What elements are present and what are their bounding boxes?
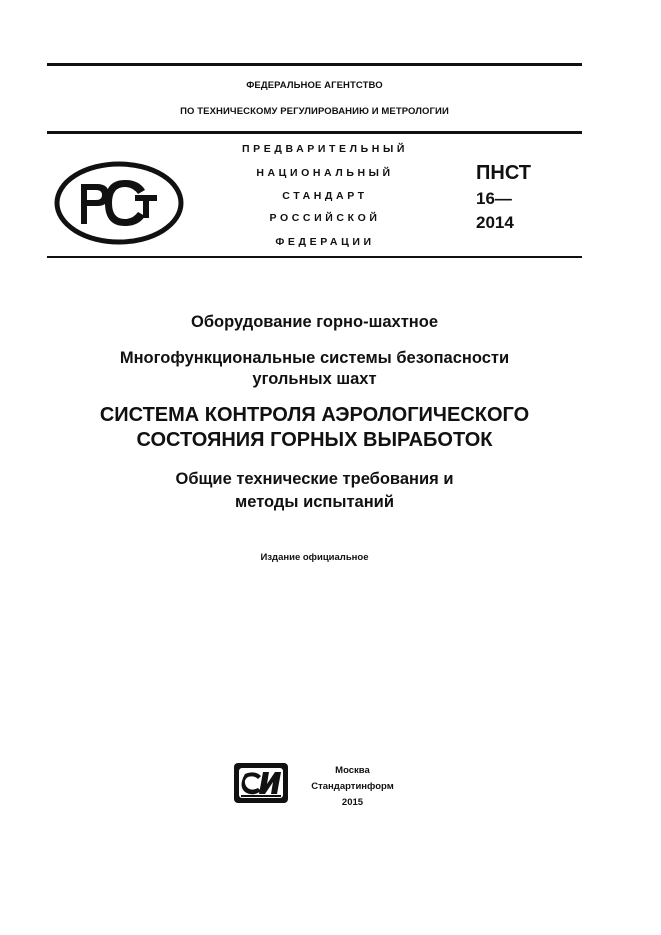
designation-year: 2014 (476, 213, 514, 232)
title-line-2a: Многофункциональные системы безопасности (119, 349, 510, 367)
publisher-name: Стандартинформ (311, 781, 394, 792)
rst-certification-logo-icon (53, 160, 185, 246)
standard-type-line-5: ФЕДЕРАЦИИ (275, 236, 375, 248)
designation-prefix: ПНСТ (476, 162, 531, 184)
main-title-line-b: СОСТОЯНИЯ ГОРНЫХ ВЫРАБОТОК (136, 429, 493, 451)
agency-line-1: ФЕДЕРАЛЬНОЕ АГЕНТСТВО (246, 80, 383, 91)
standard-type-line-1: ПРЕДВАРИТЕЛЬНЫЙ (242, 143, 408, 155)
standard-type-line-3: СТАНДАРТ (282, 190, 368, 202)
header-bottom-rule (47, 256, 582, 258)
agency-line-2: ПО ТЕХНИЧЕСКОМУ РЕГУЛИРОВАНИЮ И МЕТРОЛОГИИ (180, 106, 449, 117)
standard-type-line-2: НАЦИОНАЛЬНЫЙ (256, 167, 394, 179)
title-line-1: Оборудование горно-шахтное (190, 313, 439, 331)
title-line-2b: угольных шахт (252, 370, 377, 388)
top-rule (47, 63, 582, 66)
standard-type-line-4: РОССИЙСКОЙ (269, 212, 381, 224)
edition-label: Издание официальное (260, 552, 369, 563)
subtitle-line-b: методы испытаний (235, 493, 394, 511)
header-rule (47, 131, 582, 134)
main-title-line-a: СИСТЕМА КОНТРОЛЯ АЭРОЛОГИЧЕСКОГО (99, 404, 530, 426)
subtitle-line-a: Общие технические требования и (175, 470, 454, 488)
standartinform-logo-icon (233, 762, 289, 804)
designation-number: 16— (476, 189, 512, 208)
publisher-year: 2015 (341, 797, 364, 808)
publisher-city: Москва (335, 765, 370, 776)
